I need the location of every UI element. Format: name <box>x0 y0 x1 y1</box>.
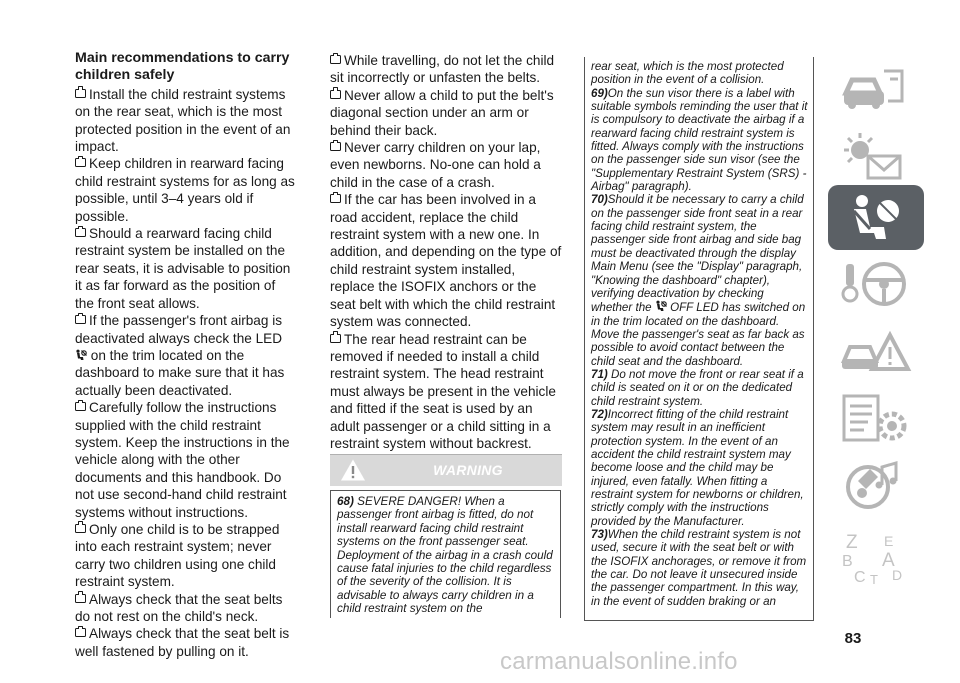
bullet-icon <box>330 55 341 64</box>
warning-title: WARNING <box>433 462 503 478</box>
bullet-item: Only one child is to be strapped into each restraint system; never carry two children using one child restraint system. <box>75 521 280 590</box>
section-heading: Main recommendations to carry children safely <box>75 50 290 84</box>
bullet-item: Never carry children on your lap, even newborns. No-one can hold a child in the case of a crash. <box>330 140 541 190</box>
bullet-item: The rear head restraint can be removed if needed to install a child restraint system. The head restraint must always be present in the vehicle and fitted if the seat is used by an adult passenger or a child sitting in a restraint system without backrest. <box>330 331 556 451</box>
column-2 <box>330 52 562 452</box>
warning-banner <box>330 454 562 486</box>
tab-multimedia[interactable] <box>828 453 924 518</box>
bullet-item: Never allow a child to put the belt's diagonal section under an arm or behind their back. <box>330 87 554 138</box>
bullet-icon <box>330 142 341 151</box>
bullet-item: Keep children in rearward facing child restraint systems for as long as possible, until 3–4 years old if possible. <box>75 156 295 224</box>
tab-maintenance[interactable] <box>828 386 924 451</box>
index-letter: E <box>884 533 894 549</box>
bullet-icon <box>330 194 341 203</box>
warning-lights-icon <box>840 130 912 184</box>
tab-dashboard[interactable] <box>828 57 924 122</box>
watermark: carmanualsonline.info <box>500 648 738 675</box>
bullet-item: Should a rearward facing child restraint system be installed on the rear seats, it is advisable to position it as far forward as the position of the front seat allows. <box>75 226 291 311</box>
bullet-icon <box>75 628 86 637</box>
index-letter: Z <box>846 532 858 553</box>
tab-index[interactable] <box>828 520 924 585</box>
index-letter: C <box>854 569 866 586</box>
bullet-item: Carefully follow the instructions supplied with the child restraint system. Keep the instructions in the vehicle along with the other documents and this handbook. Do not use second-hand child restraint systems without instructions. <box>75 400 290 520</box>
safety-seatbelt-icon <box>840 191 912 245</box>
bullet-icon <box>75 594 86 603</box>
bullet-item: Install the child restraint systems on the rear seat, which is the most protected position in the event of an impact. <box>75 86 291 155</box>
starting-driving-icon <box>840 258 912 312</box>
bullet-icon <box>75 315 86 324</box>
emergency-icon <box>840 325 912 379</box>
maintenance-icon <box>840 392 912 446</box>
note-68-continued: rear seat, which is the most protected position in the event of a collision. <box>591 60 784 87</box>
bullet-icon <box>75 524 86 533</box>
index-letter: A <box>882 550 895 571</box>
note-68: 68) SEVERE DANGER! When a passenger front airbag is fitted, do not install rearward facing child restraint systems on the front passenger seat. Deployment of the airbag in a crash could cause fatal injuries to the child regardless of the severity of the collision. It is advisable to always carry children in a child restraint system on the <box>337 495 553 616</box>
warning-notes-box <box>330 490 561 618</box>
airbag-off-icon <box>75 349 87 361</box>
warning-triangle-icon <box>340 458 366 482</box>
bullet-item: If the passenger's front airbag is deactivated always check the LED on the trim located on the dashboard to make sure that it has actually been deactivated. <box>75 313 285 398</box>
bullet-item: If the car has been involved in a road accident, replace the child restraint system with a new one. In addition, and depending on the type of child restraint system installed, replace the ISOFIX anchors or the seat belt with which the child restraint system was connected. <box>330 192 562 330</box>
page-number: 83 <box>844 630 862 647</box>
note-70: 70)Should it be necessary to carry a child on the passenger side front seat in a rear facing child restraint system, the passenger side front airbag and side bag must be deactivated through the display Main Menu (see the "Display" paragraph, "Knowing the dashboard" chapter), verifying deactivation by checking whether the OFF LED has switched on in the trim located on the dashboard. Move the passenger's seat as far back as possible to avoid contact between the child seat and the dashboard. <box>591 193 806 368</box>
note-73: 73)When the child restraint system is not used, secure it with the seat belt or with the ISOFIX anchorages, or remove it from the car. Do not leave it unsecured inside the passenger compartment. In this way, in the event of sudden braking or an <box>591 528 807 608</box>
column-1 <box>75 50 297 660</box>
warning-notes-continued <box>584 57 814 621</box>
bullet-icon <box>330 90 341 99</box>
multimedia-icon <box>840 459 912 513</box>
bullet-icon <box>75 228 86 237</box>
bullet-item: While travelling, do not let the child sit incorrectly or unfasten the belts. <box>330 53 555 86</box>
bullet-icon <box>75 89 86 98</box>
bullet-icon <box>75 402 86 411</box>
tab-emergency[interactable] <box>828 319 924 384</box>
bullet-item: Always check that the seat belts do not rest on the child's neck. <box>75 591 283 624</box>
airbag-off-icon <box>655 300 667 312</box>
note-72: 72)Incorrect fitting of the child restraint system may result in an inefficient protection system. In the event of an accident the child restraint system may become loose and the child may be injured, even fatally. When fitting a restraint system for newborns or children, strictly comply with the instructions provided by the Manufacturer. <box>591 407 804 528</box>
note-71: 71) Do not move the front or rear seat if a child is seated on it or on the dedicated child restraint system. <box>591 367 804 408</box>
tab-warning-lights[interactable] <box>828 124 924 189</box>
tab-safety[interactable] <box>828 185 924 250</box>
index-letter: B <box>842 553 853 570</box>
bullet-item: Always check that the seat belt is well fastened by pulling on it. <box>75 626 290 659</box>
car-dashboard-icon <box>840 63 912 117</box>
bullet-icon <box>75 158 86 167</box>
index-letter: T <box>870 572 878 586</box>
note-69: 69)On the sun visor there is a label with suitable symbols reminding the user that it is compulsory to deactivate the airbag if a rearward facing child restraint system is fitted. Always comply with the instructions on the passenger side sun visor (see the "Supplementary Restraint System (SRS) - Airbag" paragraph). <box>591 86 808 194</box>
index-letter: D <box>892 567 903 583</box>
bullet-icon <box>330 334 341 343</box>
tab-starting-driving[interactable] <box>828 252 924 317</box>
index-icon <box>840 526 912 586</box>
